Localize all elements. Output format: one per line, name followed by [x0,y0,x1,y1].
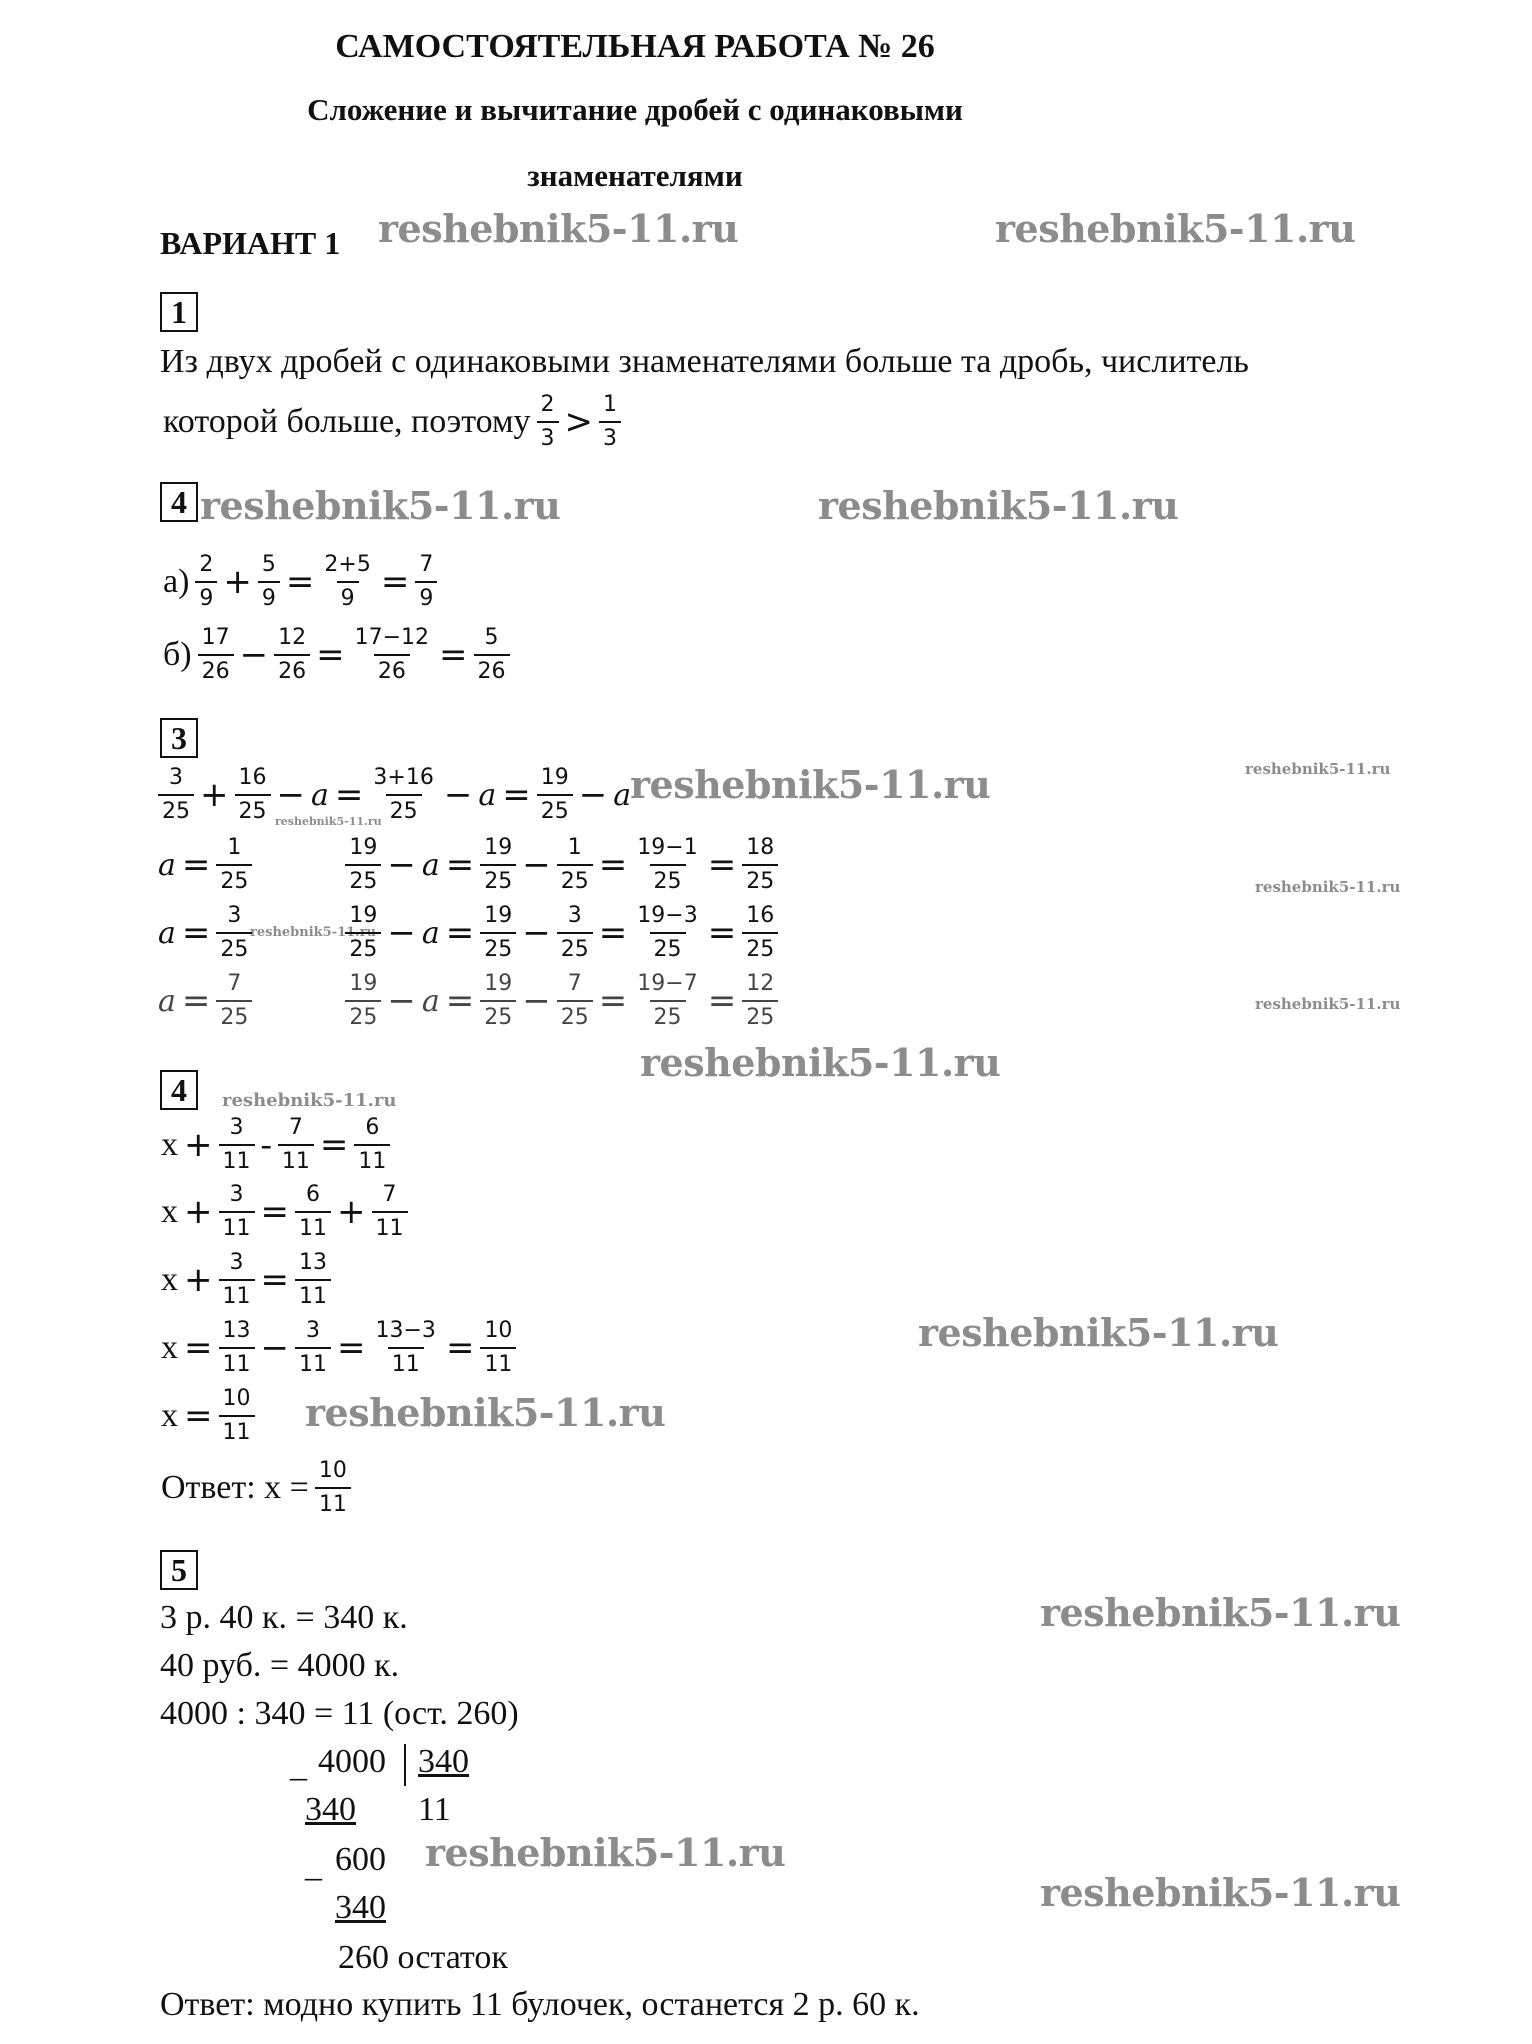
task5-line3: 4000 : 340 = 11 (ост. 260) [160,1695,519,1732]
answer-label: Ответ: x = [161,1469,309,1506]
division-subtrahend: 340 [335,1889,386,1926]
watermark: reshebnik5-11.ru [818,483,1179,528]
task5-line1: 3 р. 40 к. = 340 к. [160,1599,408,1636]
page-title: САМОСТОЯТЕЛЬНАЯ РАБОТА № 26 [335,28,935,65]
task4-line2: x + $\frac{3}{11}$ = $\frac{6}{11}$ + $\frac{7}{11}$ [158,1172,411,1252]
gt-sign: > [564,402,594,442]
task-number: 4 [160,482,198,522]
watermark: reshebnik5-11.ru [305,1390,666,1435]
task-number: 5 [160,1550,198,1590]
part-label: б) [163,636,192,673]
task1-text-line2 [160,382,624,462]
task3-line: a = $\frac{7}{25}$ $\frac{19}{25}$ − a = $\frac{19}{25}$ − $\frac{7}{25}$ = $\frac{19-7}{25}$ = $\frac{12}{25}$ [155,961,781,1041]
watermark: reshebnik5-11.ru [200,483,561,528]
task-number: 1 [160,292,198,332]
task4-answer: Ответ: x = $\frac{10}{11}$ [158,1448,354,1528]
task2-part-b: б) $\frac{17}{26}$ − $\frac{12}{26}$ = $\frac{17-12}{26}$ = $\frac{5}{26}$ [160,615,513,695]
division-subtrahend: 340 [305,1791,356,1828]
task-number: 3 [160,718,198,758]
division-remainder: 260 остаток [338,1939,508,1976]
watermark: reshebnik5-11.ru [1040,1590,1401,1635]
task3-line: a = $\frac{3}{25}$ $\frac{19}{25}$ − a = $\frac{19}{25}$ − $\frac{3}{25}$ = $\frac{19-3}{25}$ = $\frac{16}{25}$ [155,893,781,973]
watermark-small: reshebnik5-11.ru [275,815,382,828]
division-minus-mark: _ [290,1747,307,1784]
division-divisor: 340 [418,1743,469,1780]
page-subtitle-line1: Сложение и вычитание дробей с одинаковыми [307,92,963,127]
watermark-small: reshebnik5-11.ru [1255,878,1401,896]
task1-text: которой больше, поэтому [163,403,531,440]
task4-line3: x + $\frac{3}{11}$ = $\frac{13}{11}$ [158,1240,334,1320]
watermark-small: reshebnik5-11.ru [222,1090,397,1111]
task1-text-line1: Из двух дробей с одинаковыми знаменателями больше та дробь, числитель [160,343,1249,380]
watermark: reshebnik5-11.ru [378,206,739,251]
division-dividend: 4000 [318,1743,386,1780]
variant-heading: ВАРИАНТ 1 [160,225,341,261]
task2-part-a: а) $\frac{2}{9}$ + $\frac{5}{9}$ = $\frac{2+5}{9}$ = $\frac{7}{9}$ [160,542,440,622]
page-subtitle-line2: знаменателями [527,158,743,193]
watermark: reshebnik5-11.ru [425,1830,786,1875]
watermark-small: reshebnik5-11.ru [250,925,377,940]
watermark: reshebnik5-11.ru [640,1040,1001,1085]
watermark: reshebnik5-11.ru [995,206,1356,251]
task-number: 4 [160,1070,198,1110]
division-bar [404,1744,406,1786]
watermark: reshebnik5-11.ru [1040,1870,1401,1915]
task4-line1: x + $\frac{3}{11}$ - $\frac{7}{11}$ = $\frac{6}{11}$ [158,1105,393,1185]
task4-line5: x = $\frac{10}{11}$ [158,1376,258,1456]
fraction: $\frac{1}{3}$ [599,391,621,453]
task4-line4: x = $\frac{13}{11}$ − $\frac{3}{11}$ = $\frac{13-3}{11}$ = $\frac{10}{11}$ [158,1308,519,1388]
watermark-small: reshebnik5-11.ru [1245,760,1391,778]
task5-answer: Ответ: модно купить 11 булочек, останется 2 р. 60 к. [160,1986,920,2023]
watermark-small: reshebnik5-11.ru [1255,995,1401,1013]
division-quotient: 11 [418,1791,451,1828]
task3-line: a = $\frac{1}{25}$ $\frac{19}{25}$ − a = $\frac{19}{25}$ − $\frac{1}{25}$ = $\frac{19-1}{25}$ = $\frac{18}{25}$ [155,825,781,905]
fraction: $\frac{2}{3}$ [537,391,559,453]
watermark: reshebnik5-11.ru [918,1310,1279,1355]
part-label: а) [163,563,190,600]
division-minus-mark: _ [305,1847,322,1884]
task5-line2: 40 руб. = 4000 к. [160,1647,400,1684]
division-remainder-step: 600 [335,1841,386,1878]
watermark: reshebnik5-11.ru [630,762,991,807]
task3-line: $\frac{3}{25}$ + $\frac{16}{25}$ − a = $\frac{3+16}{25}$ − a = $\frac{19}{25}$ − a [155,755,634,835]
